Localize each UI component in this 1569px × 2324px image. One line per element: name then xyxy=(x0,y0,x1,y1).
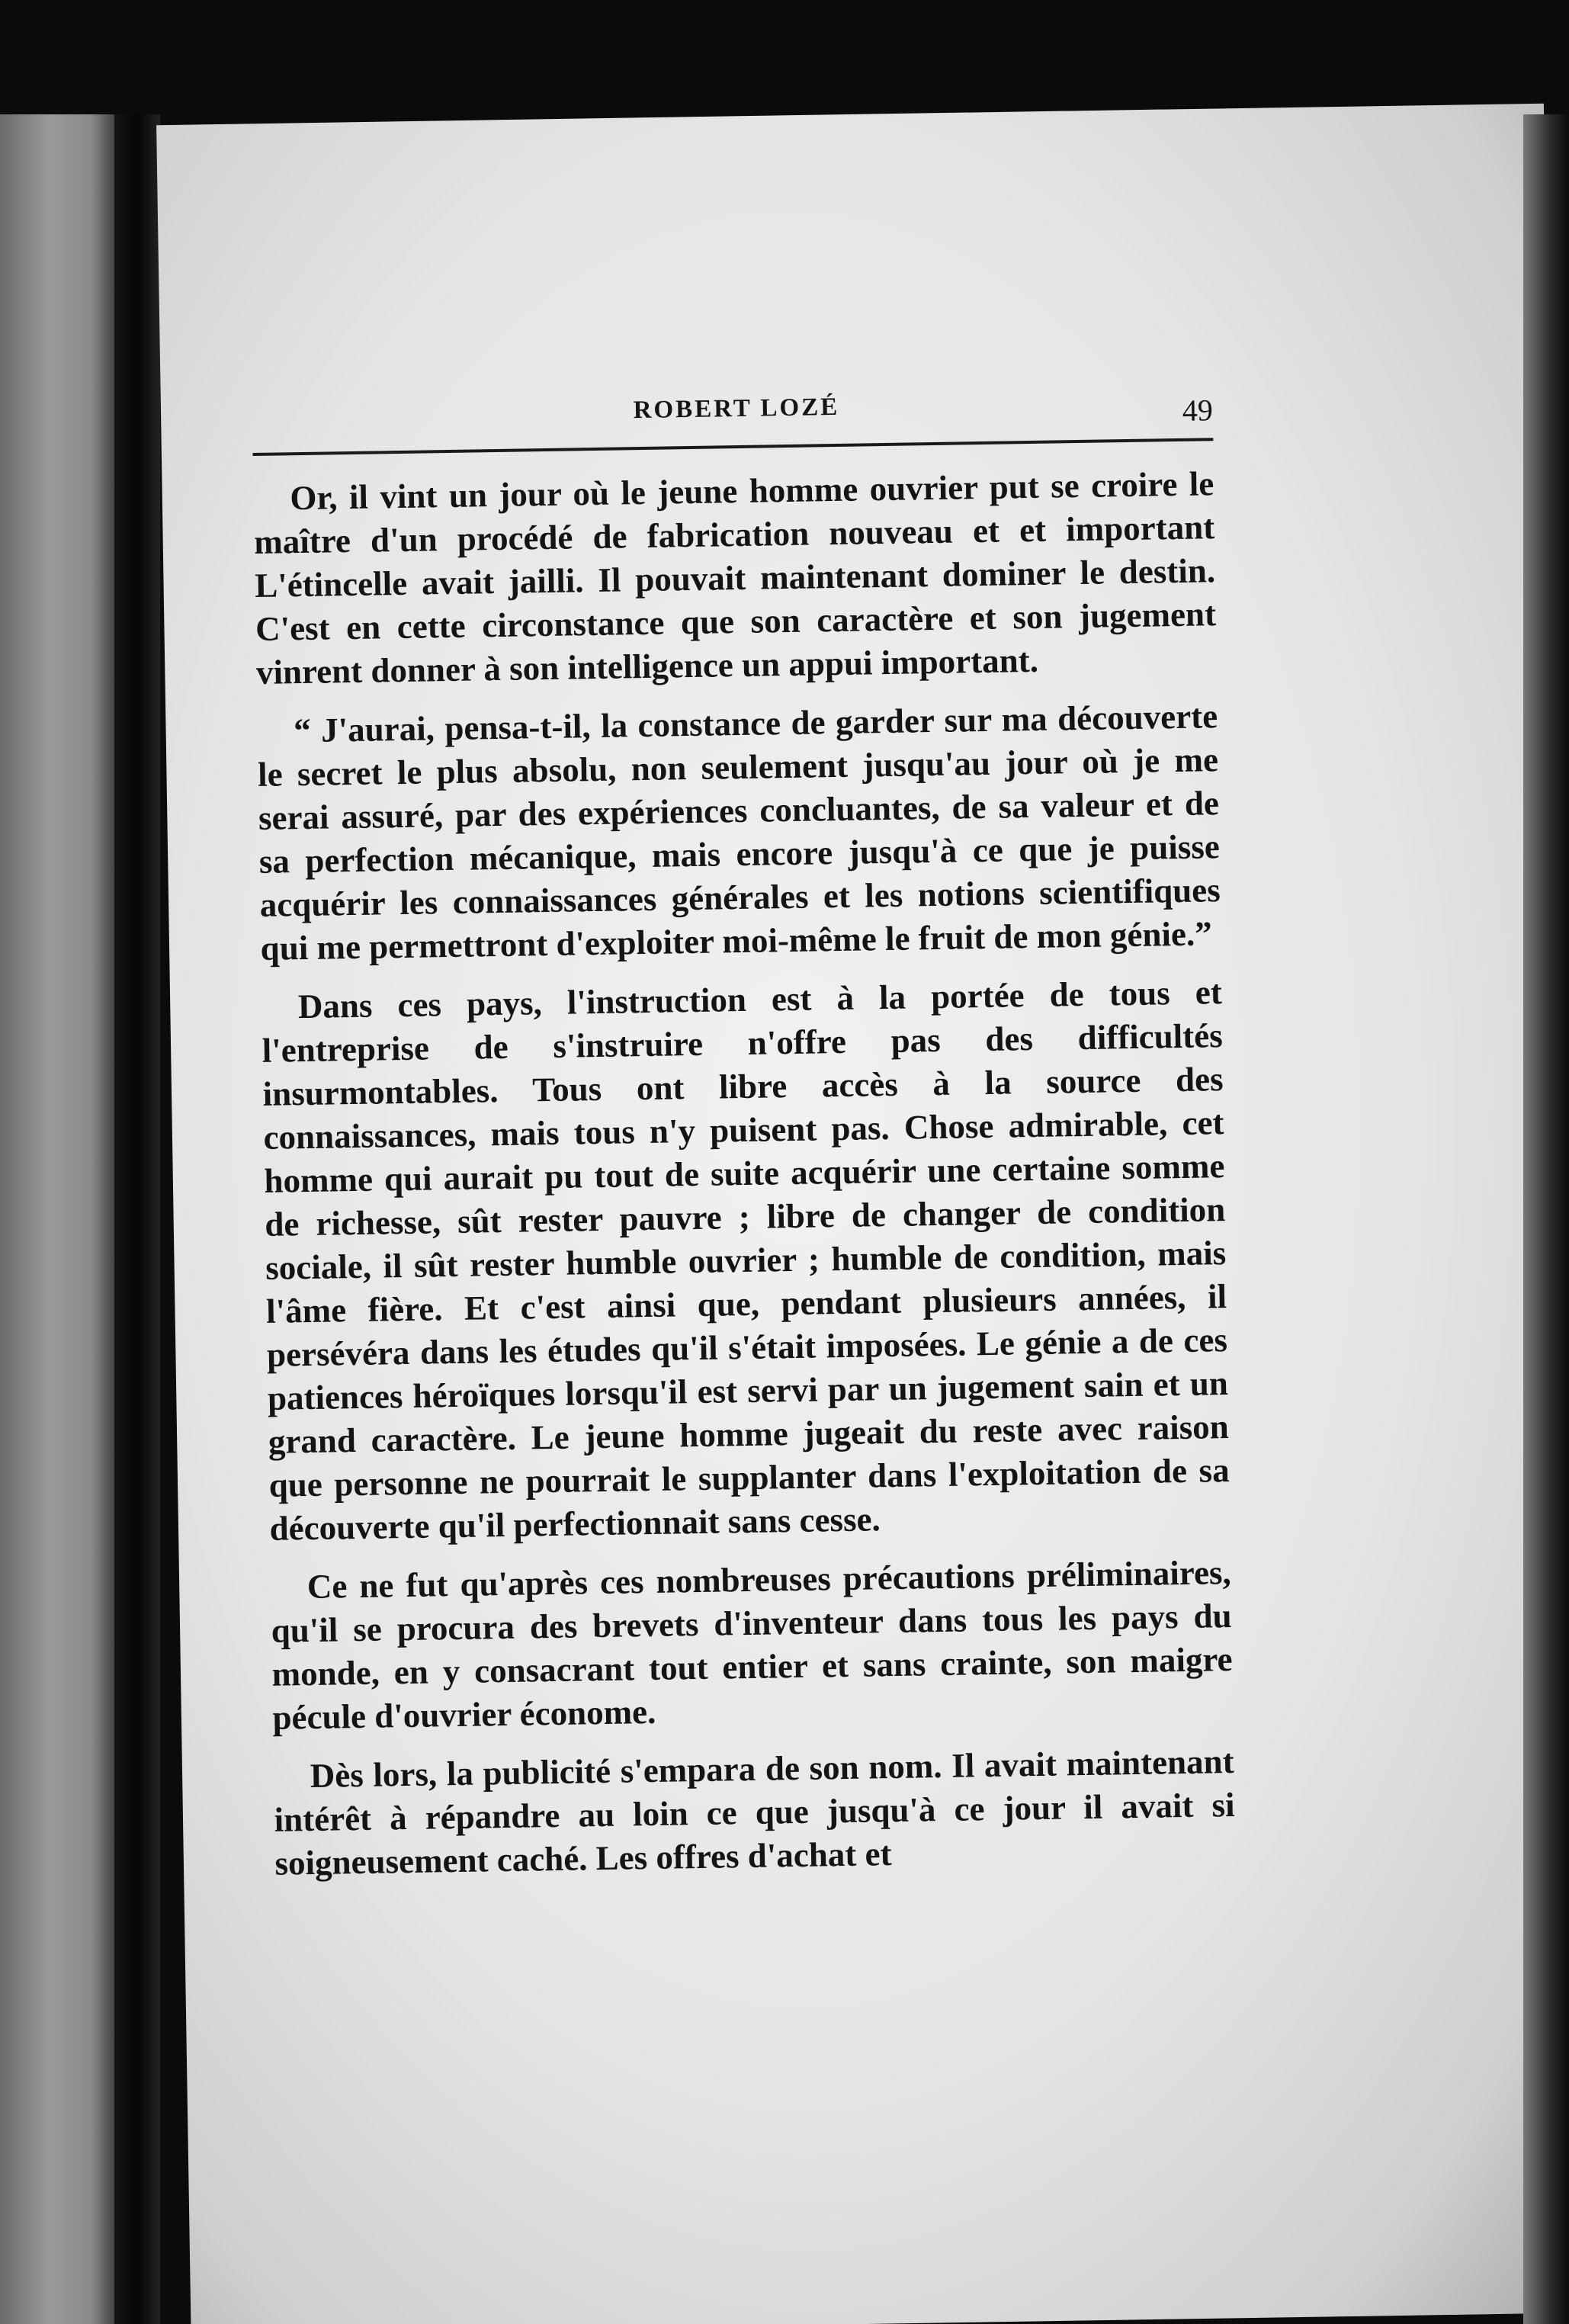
paragraph: Dans ces pays, l'instruction est à la portée de tous et l'entreprise de s'instruire n'offre pas des difficultés insurmontables. Tous ont libre accès à la source des connaissances, mais tous n'y puisent pas. Chose admirable, cet homme qui aurait pu tout de suite acquérir une certaine somme de richesse, sût rester pauvre ; libre de changer de condition sociale, il sût rester humble ouvrier ; humble de condition, mais l'âme fière. Et c'est ainsi que, pendant plusieurs années, il persévéra dans les études qu'il s'était imposées. Le génie a de ces patiences héroïques lorsqu'il est servi par un jugement sain et un grand caractère. Le jeune homme jugeait du reste avec raison que personne ne pourrait le supplanter dans l'exploitation de sa découverte qu'il perfectionnait sans cesse. xyxy=(262,973,1230,1548)
running-head-title: ROBERT LOZÉ xyxy=(633,393,840,425)
page-number: 49 xyxy=(1182,393,1214,428)
paragraph: Dès lors, la publicité s'empara de son nom. Il avait maintenant intérêt à répandre au loin ce que jusqu'à ce jour il avait si soigneusement caché. Les offres d'achat et xyxy=(274,1741,1235,1883)
paragraph: “ J'aurai, pensa-t-il, la constance de garder sur ma découverte le secret le plus absolu, non seulement jusqu'au jour où je me serai assuré, par des expériences concluantes, de sa valeur et de sa perfection mécanique, mais encore jusqu'à ce que je puisse acquérir les connaissances générales et les notions scientifiques qui me permettront d'exploiter moi-même le fruit de mon génie.” xyxy=(257,697,1221,968)
facing-page-edge xyxy=(0,114,122,2324)
book-gutter xyxy=(114,114,160,2324)
page-right-edge xyxy=(1523,114,1569,2324)
header-rule xyxy=(252,438,1213,456)
paragraph: Ce ne fut qu'après ces nombreuses précautions préliminaires, qu'il se procura des brevets d'inventeur dans tous les pays du monde, en y consacrant tout entier et sans crainte, son maigre pécule d'ouvrier économe. xyxy=(271,1553,1233,1737)
paragraph: Or, il vint un jour où le jeune homme ouvrier put se croire le maître d'un procédé de fabrication nouveau et et important L'étincelle avait jailli. Il pouvait maintenant dominer le destin. C'est en cette circonstance que son caractère et son jugement vinrent donner à son intelligence un appui important. xyxy=(253,464,1217,692)
page-text-block xyxy=(252,366,1236,1901)
